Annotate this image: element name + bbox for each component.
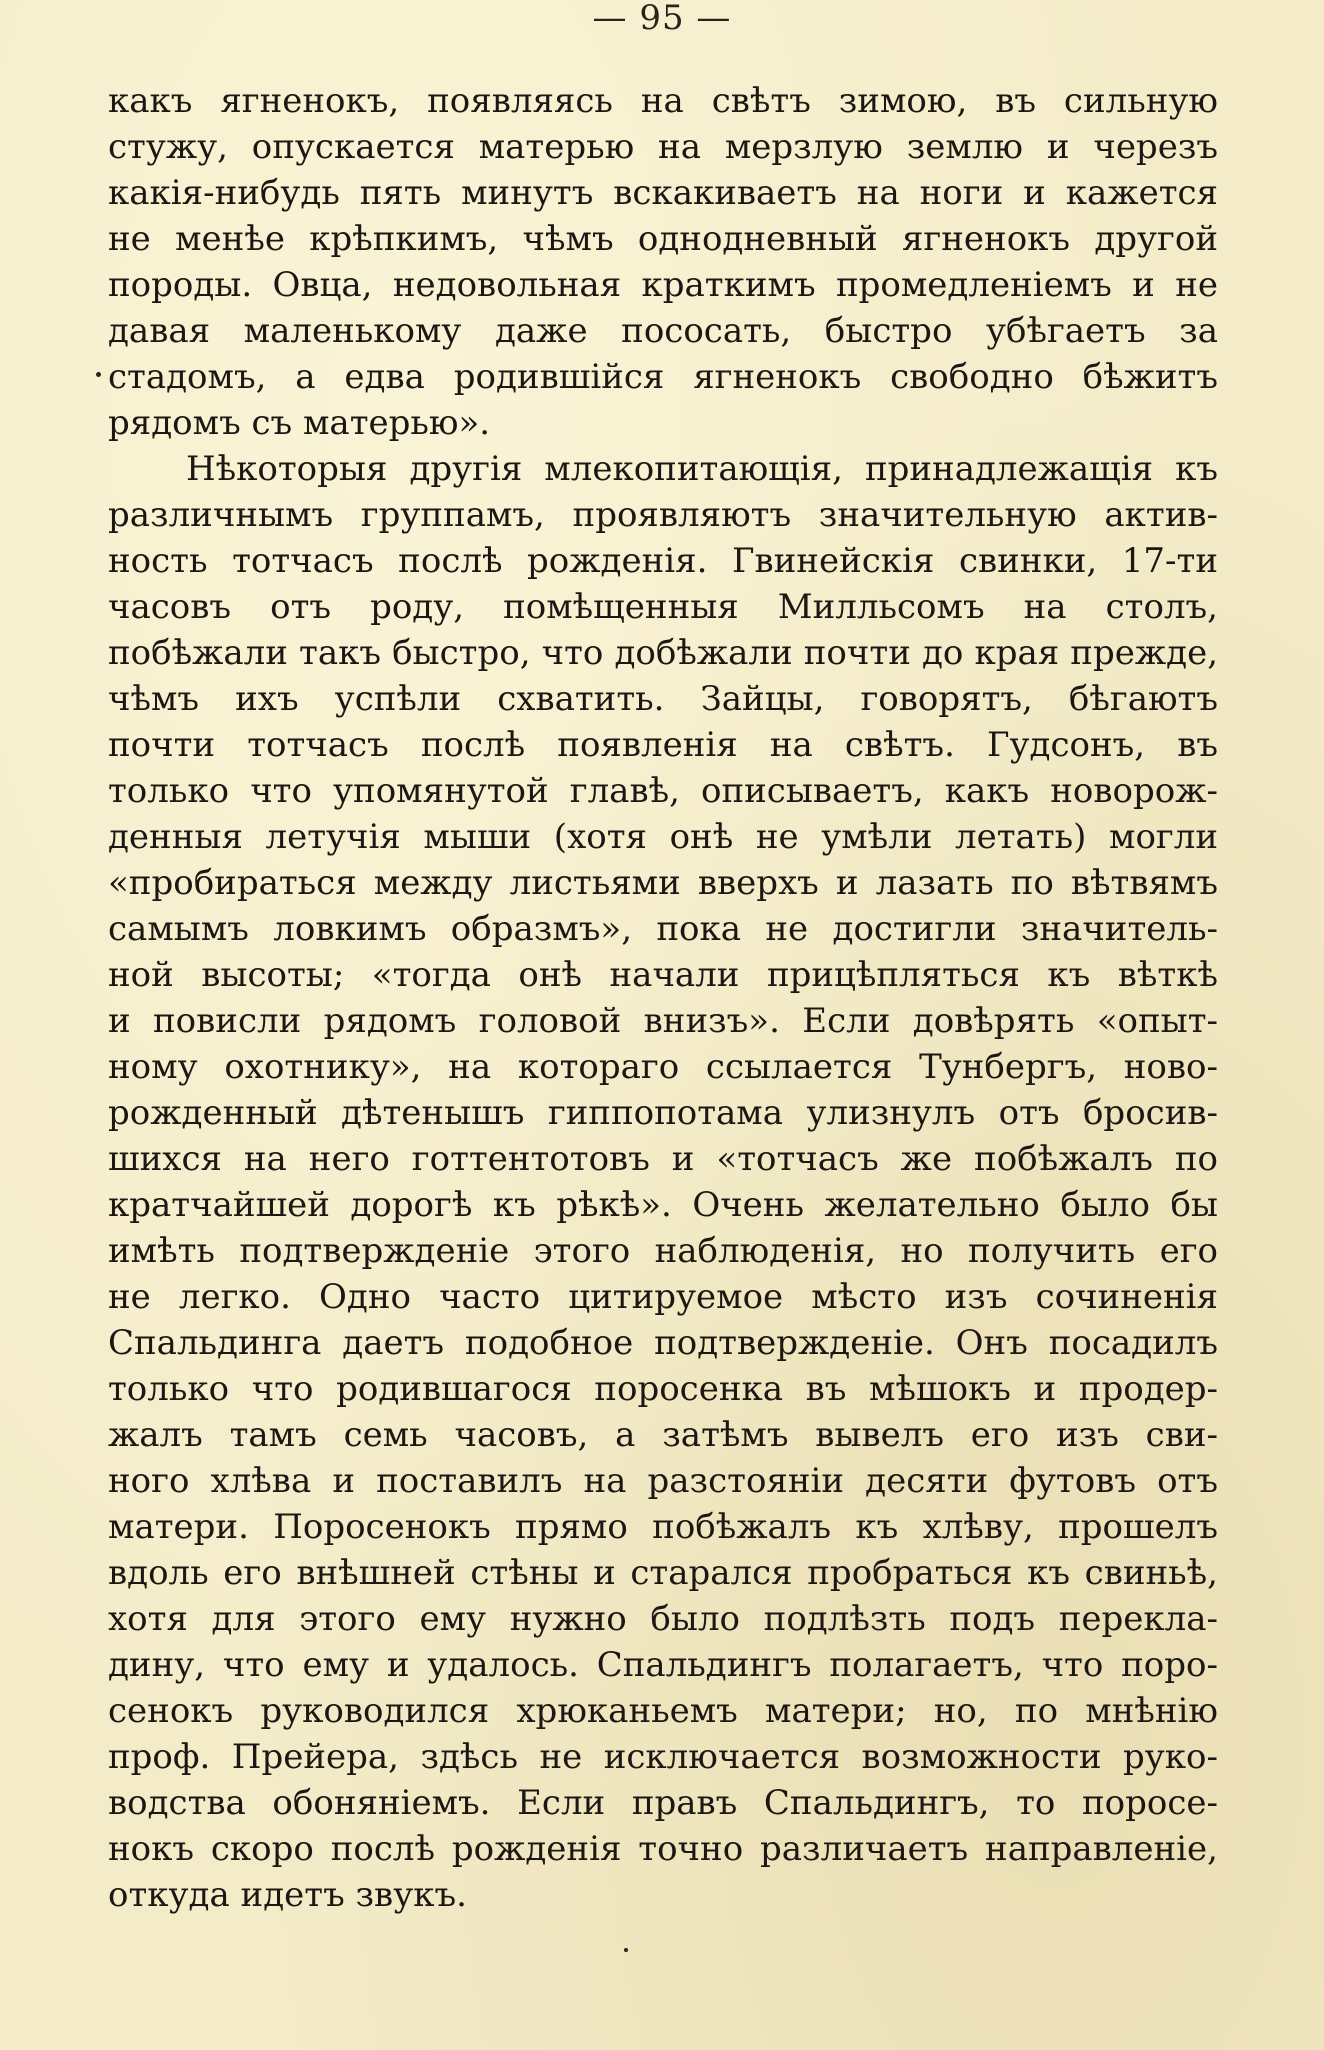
text-line: сенокъ руководился хрюканьемъ матери; но, по мнѣнію: [108, 1691, 1218, 1731]
text-line: Спальдинга даетъ подобное подтвержденіе. Онъ посадилъ: [108, 1323, 1218, 1363]
text-line: откуда идетъ звукъ.: [108, 1875, 467, 1915]
text-line: дину, что ему и удалось. Спальдингъ полагаетъ, что поро-: [108, 1645, 1218, 1685]
scan-speck: [96, 372, 101, 377]
text-line: какъ ягненокъ, появляясь на свѣтъ зимою, въ сильную: [108, 81, 1218, 121]
text-line: только что упомянутой главѣ, описываетъ, какъ новорож-: [108, 771, 1218, 811]
scan-speck: [624, 1948, 628, 1952]
text-line: не менѣе крѣпкимъ, чѣмъ однодневный ягненокъ другой: [108, 219, 1218, 259]
text-line: ному охотнику», на котораго ссылается Тунбергъ, ново-: [108, 1047, 1218, 1087]
text-line: ного хлѣва и поставилъ на разстояніи десяти футовъ отъ: [108, 1461, 1218, 1501]
text-line: водства обоняніемъ. Если правъ Спальдингъ, то поросе-: [108, 1783, 1218, 1823]
text-line: и повисли рядомъ головой внизъ». Если довѣрять «опыт-: [108, 1001, 1218, 1041]
text-line: Нѣкоторыя другія млекопитающія, принадлежащія къ: [186, 449, 1218, 489]
text-line: ной высоты; «тогда онѣ начали прицѣпляться къ вѣткѣ: [108, 955, 1218, 995]
text-line: рожденный дѣтенышъ гиппопотама улизнулъ отъ бросив-: [108, 1093, 1218, 1133]
text-line: жалъ тамъ семь часовъ, а затѣмъ вывелъ его изъ сви-: [108, 1415, 1218, 1455]
text-line: только что родившагося поросенка въ мѣшокъ и продер-: [108, 1369, 1218, 1409]
text-line: побѣжали такъ быстро, что добѣжали почти до края прежде,: [108, 633, 1218, 673]
text-line: давая маленькому даже пососать, быстро убѣгаетъ за: [108, 311, 1218, 351]
text-line: породы. Овца, недовольная краткимъ промедленіемъ и не: [108, 265, 1218, 305]
text-line: матери. Поросенокъ прямо побѣжалъ къ хлѣву, прошелъ: [108, 1507, 1218, 1547]
text-line: кратчайшей дорогѣ къ рѣкѣ». Очень желательно было бы: [108, 1185, 1218, 1225]
text-line: денныя летучія мыши (хотя онѣ не умѣли летать) могли: [108, 817, 1218, 857]
text-line: «пробираться между листьями вверхъ и лазать по вѣтвямъ: [108, 863, 1218, 903]
text-line: стужу, опускается матерью на мерзлую землю и черезъ: [108, 127, 1218, 167]
text-line: рядомъ съ матерью».: [108, 403, 491, 443]
text-line: стадомъ, а едва родившійся ягненокъ свободно бѣжитъ: [108, 357, 1218, 397]
text-line: шихся на него готтентотовъ и «тотчасъ же побѣжалъ по: [108, 1139, 1218, 1179]
text-line: почти тотчасъ послѣ появленія на свѣтъ. Гудсонъ, въ: [108, 725, 1218, 765]
body-text: [108, 78, 1218, 1918]
text-line: хотя для этого ему нужно было подлѣзть подъ перекла-: [108, 1599, 1218, 1639]
text-line: чѣмъ ихъ успѣли схватить. Зайцы, говорятъ, бѣгаютъ: [108, 679, 1218, 719]
text-line: вдоль его внѣшней стѣны и старался пробраться къ свиньѣ,: [108, 1553, 1218, 1593]
text-line: имѣть подтвержденіе этого наблюденія, но получить его: [108, 1231, 1218, 1271]
text-line: самымъ ловкимъ образмъ», пока не достигли значитель-: [108, 909, 1218, 949]
text-line: ность тотчасъ послѣ рожденія. Гвинейскія свинки, 17-ти: [108, 541, 1218, 581]
text-line: различнымъ группамъ, проявляютъ значительную актив-: [108, 495, 1218, 535]
text-line: нокъ скоро послѣ рожденія точно различаетъ направленіе,: [108, 1829, 1218, 1869]
text-line: часовъ отъ роду, помѣщенныя Милльсомъ на столъ,: [108, 587, 1218, 627]
text-line: проф. Прейера, здѣсь не исключается возможности руко-: [108, 1737, 1218, 1777]
text-line: какія-нибудь пять минутъ вскакиваетъ на ноги и кажется: [108, 173, 1218, 213]
text-line: не легко. Одно часто цитируемое мѣсто изъ сочиненія: [108, 1277, 1218, 1317]
page-number: — 95 —: [592, 0, 732, 38]
